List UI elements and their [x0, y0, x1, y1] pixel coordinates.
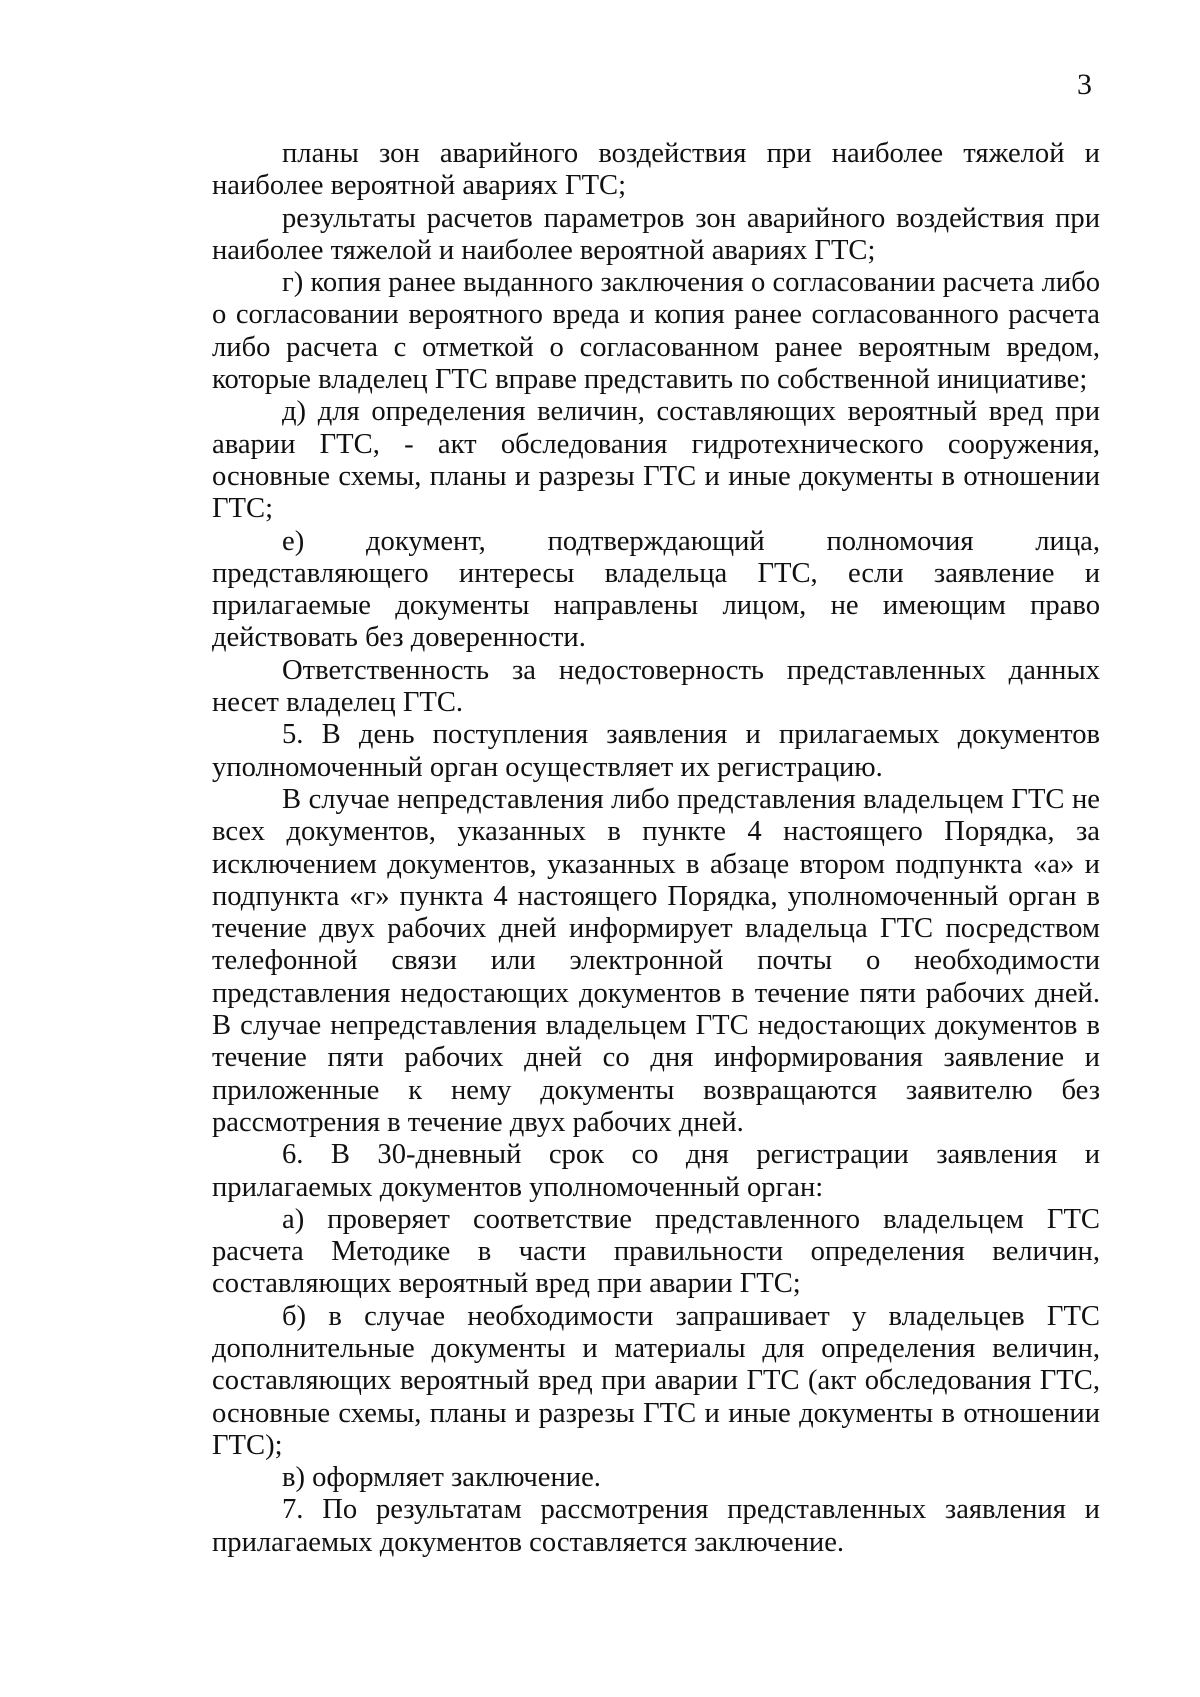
paragraph-responsibility: Ответственность за недостоверность представленных данных несет владелец ГТС.: [212, 654, 1100, 719]
paragraph-subitem-d: д) для определения величин, составляющих вероятный вред при аварии ГТС, - акт обследования гидротехнического сооружения, основные схемы, планы и разрезы ГТС и иные документы в отношении ГТС;: [212, 396, 1100, 525]
paragraph-subitem-g: г) копия ранее выданного заключения о согласовании расчета либо о согласовании вероятного вреда и копия ранее согласованного расчета либо расчета с отметкой о согласованном ранее вероятным вредом, которые владелец ГТС вправе представить по собственной инициативе;: [212, 267, 1100, 396]
paragraph-subitem-v: в) оформляет заключение.: [282, 1462, 601, 1494]
paragraph-item-5: 5. В день поступления заявления и прилагаемых документов уполномоченный орган осуществляет их регистрацию.: [212, 719, 1100, 783]
document-body: [212, 138, 1100, 1559]
paragraph-item-6: 6. В 30-дневный срок со дня регистрации заявления и прилагаемых документов уполномоченный орган:: [212, 1139, 1100, 1203]
paragraph-results: результаты расчетов параметров зон аварийного воздействия при наиболее тяжелой и наиболее вероятной авариях ГТС;: [212, 202, 1100, 266]
paragraph-plans: планы зон аварийного воздействия при наиболее тяжелой и наиболее вероятной авариях ГТС;: [212, 138, 1100, 202]
paragraph-subitem-a: а) проверяет соответствие представленного владельцем ГТС расчета Методике в части правильности определения величин, составляющих вероятный вред при аварии ГТС;: [212, 1203, 1100, 1300]
paragraph-subitem-b: б) в случае необходимости запрашивает у владельцев ГТС дополнительные документы и материалы для определения величин, составляющих вероятный вред при аварии ГТС (акт обследования ГТС, основные схемы, планы и разрезы ГТС и иные документы в отношении ГТС);: [212, 1300, 1100, 1461]
paragraph-subitem-e: е) документ, подтверждающий полномочия лица, представляющего интересы владельца ГТС, если заявление и прилагаемые документы направлены лицом, не имеющим право действовать без доверенности.: [212, 525, 1100, 654]
paragraph-missing-documents: В случае непредставления либо представления владельцем ГТС не всех документов, указанных в пункте 4 настоящего Порядка, за исключением документов, указанных в абзаце втором подпункта «а» и подпункта «г» пункта 4 настоящего Порядка, уполномоченный орган в течение двух рабочих дней информирует владельца ГТС посредством телефонной связи или электронной почты о необходимости представления недостающих документов в течение пяти рабочих дней. В случае непредставления владельцем ГТС недостающих документов в течение пяти рабочих дней со дня информирования заявление и приложенные к нему документы возвращаются заявителю без рассмотрения в течение двух рабочих дней.: [212, 783, 1100, 1138]
page-number: 3: [1077, 68, 1092, 101]
paragraph-item-7: 7. По результатам рассмотрения представленных заявления и прилагаемых документов составляется заключение.: [212, 1494, 1100, 1558]
